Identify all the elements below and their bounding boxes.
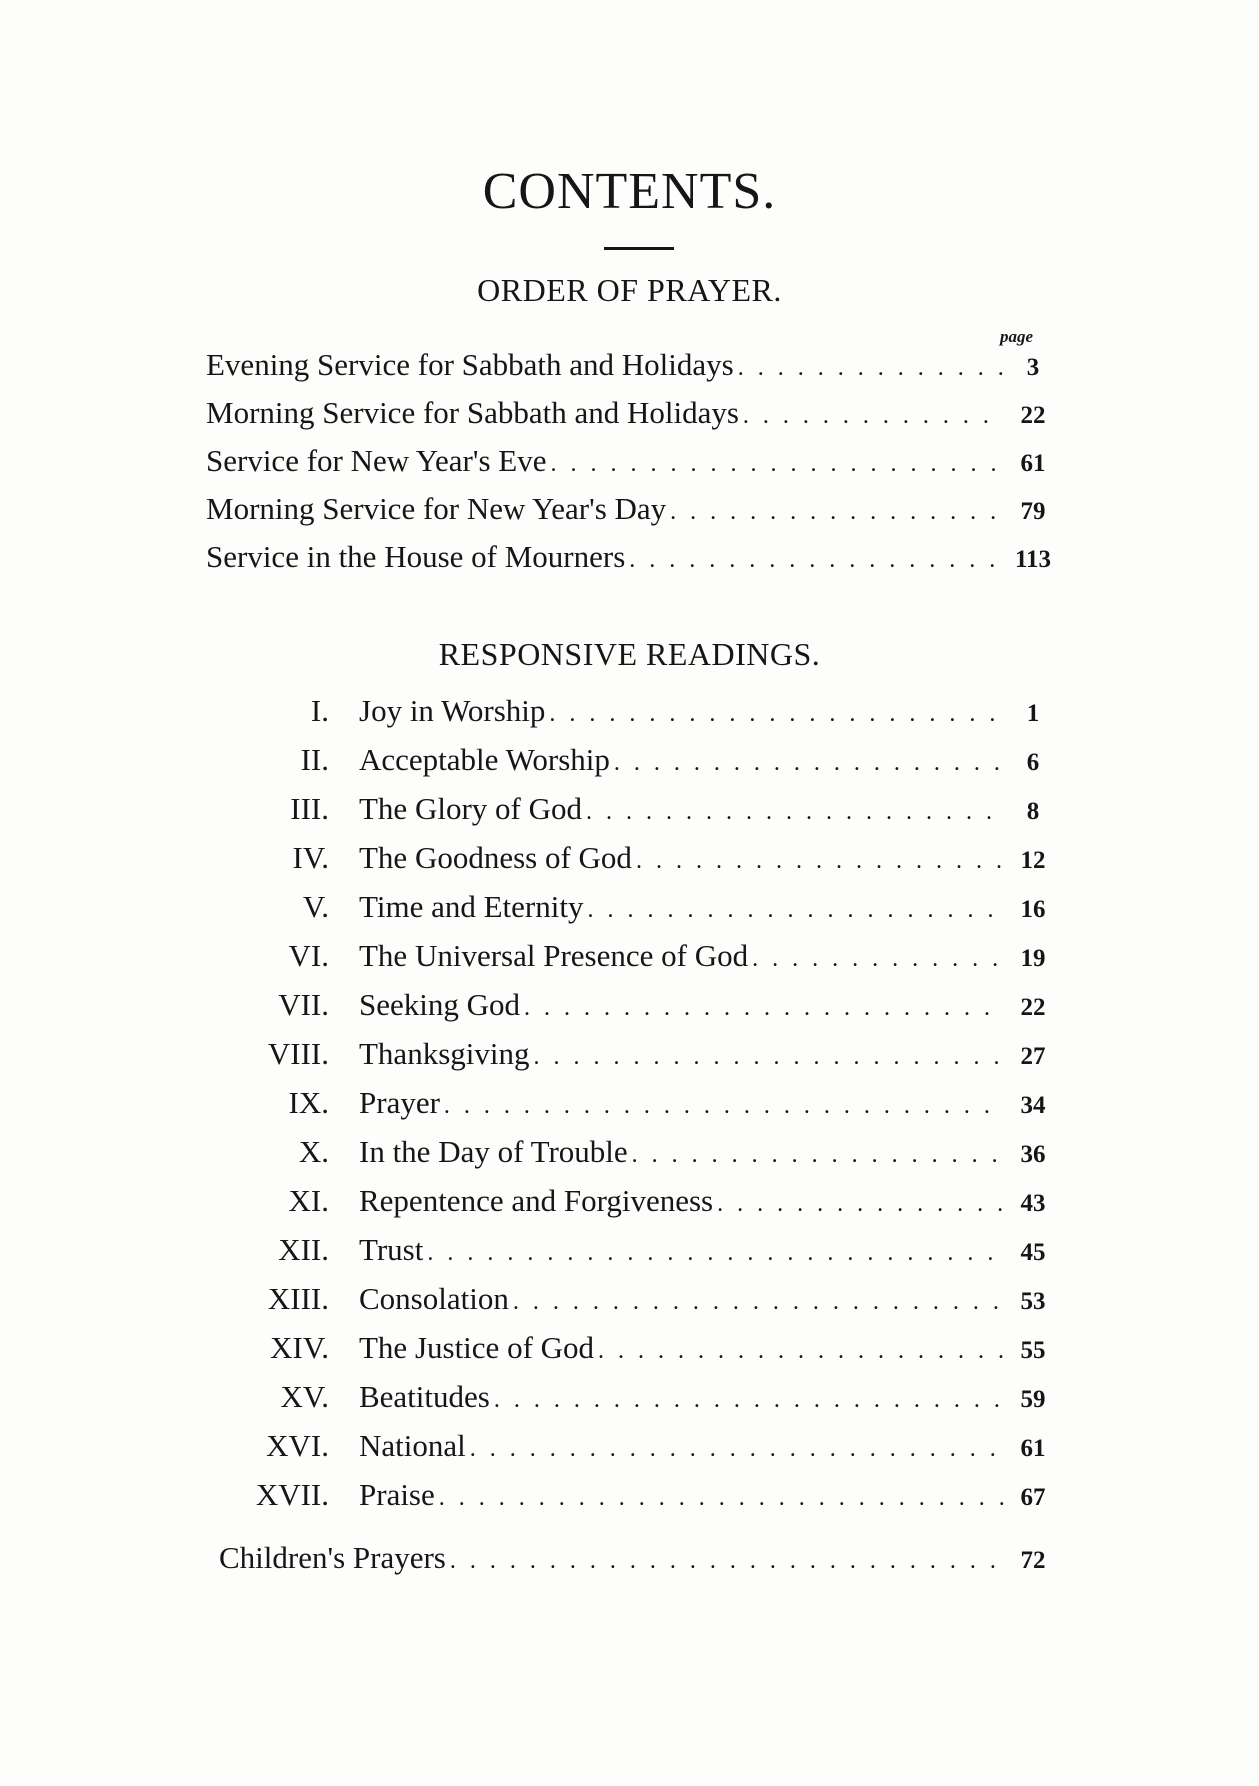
- dot-leader: [494, 1387, 1004, 1414]
- page-title: CONTENTS.: [482, 163, 777, 220]
- reading-number: XIII.: [267, 1281, 329, 1316]
- toc-entry-label: Morning Service for New Year's Day: [206, 491, 667, 526]
- toc-entry[interactable]: [233, 987, 1056, 1027]
- dot-leader: [513, 1289, 1004, 1316]
- toc-entry[interactable]: [233, 1183, 1056, 1223]
- toc-entry-label: In the Day of Trouble: [359, 1134, 628, 1169]
- toc-entry[interactable]: [233, 1036, 1056, 1076]
- toc-entry-page: 1: [1026, 700, 1040, 727]
- reading-number: XVII.: [255, 1477, 329, 1512]
- toc-entry-page: 16: [1020, 896, 1046, 923]
- toc-entry-page: 36: [1020, 1141, 1046, 1168]
- toc-entry-label: Evening Service for Sabbath and Holidays: [206, 347, 734, 382]
- dot-leader: [632, 1142, 1004, 1169]
- toc-entry[interactable]: [233, 938, 1056, 978]
- toc-entry[interactable]: [233, 1134, 1056, 1174]
- toc-entry[interactable]: [233, 693, 1056, 733]
- toc-entry[interactable]: [206, 395, 1056, 435]
- toc-entry-page: 61: [1020, 1435, 1046, 1462]
- toc-entry[interactable]: [233, 791, 1056, 831]
- dot-leader: [587, 897, 1004, 924]
- toc-entry-page: 8: [1026, 798, 1040, 825]
- toc-entry-label: Thanksgiving: [359, 1036, 530, 1071]
- dot-leader: [444, 1093, 1004, 1120]
- dot-leader: [738, 355, 1004, 382]
- reading-number: XI.: [288, 1183, 329, 1218]
- dot-leader: [717, 1191, 1004, 1218]
- toc-entry-label: Repentence and Forgiveness: [359, 1183, 714, 1218]
- toc-entry-page: 79: [1020, 498, 1046, 525]
- toc-entry-page: 72: [1020, 1547, 1046, 1574]
- dot-leader: [586, 799, 1004, 826]
- toc-entry[interactable]: [233, 1085, 1056, 1125]
- dot-leader: [743, 403, 1004, 430]
- responsive-readings-heading: RESPONSIVE READINGS.: [438, 636, 821, 672]
- toc-entry[interactable]: [206, 491, 1056, 531]
- toc-entry[interactable]: [233, 1477, 1056, 1517]
- toc-entry[interactable]: [219, 1540, 1056, 1580]
- reading-number: II.: [300, 742, 329, 777]
- toc-entry-page: 59: [1020, 1386, 1046, 1413]
- dot-leader: [752, 946, 1004, 973]
- toc-entry[interactable]: [233, 1379, 1056, 1419]
- toc-entry-page: 43: [1020, 1190, 1046, 1217]
- dot-leader: [636, 848, 1004, 875]
- toc-entry-page: 61: [1020, 450, 1046, 477]
- toc-entry-label: The Universal Presence of God: [359, 938, 749, 973]
- dot-leader: [450, 1548, 1004, 1575]
- dot-leader: [629, 547, 1004, 574]
- dot-leader: [614, 750, 1004, 777]
- toc-entry-label: Children's Prayers: [219, 1540, 446, 1575]
- toc-entry[interactable]: [233, 1428, 1056, 1468]
- title-divider: [604, 247, 674, 250]
- toc-entry-label: Seeking God: [359, 987, 521, 1022]
- toc-entry[interactable]: [233, 1281, 1056, 1321]
- dot-leader: [549, 701, 1004, 728]
- dot-leader: [550, 451, 1004, 478]
- toc-entry[interactable]: [206, 539, 1056, 579]
- toc-entry[interactable]: [233, 889, 1056, 929]
- toc-entry-page: 22: [1020, 994, 1046, 1021]
- toc-entry-label: Praise: [359, 1477, 435, 1512]
- toc-entry-label: Service in the House of Mourners: [206, 539, 626, 574]
- toc-entry-page: 55: [1020, 1337, 1046, 1364]
- toc-entry-label: Consolation: [359, 1281, 509, 1316]
- reading-number: XVI.: [266, 1428, 329, 1463]
- reading-number: IX.: [288, 1085, 329, 1120]
- toc-entry-label: Service for New Year's Eve: [206, 443, 547, 478]
- toc-entry-label: Acceptable Worship: [359, 742, 610, 777]
- toc-entry-page: 3: [1026, 354, 1040, 381]
- toc-entry-label: National: [359, 1428, 466, 1463]
- reading-number: VII.: [278, 987, 329, 1022]
- toc-entry-page: 27: [1020, 1043, 1046, 1070]
- toc-entry[interactable]: [233, 840, 1056, 880]
- reading-number: X.: [298, 1134, 329, 1169]
- toc-entry-page: 45: [1020, 1239, 1046, 1266]
- dot-leader: [534, 1044, 1005, 1071]
- toc-entry[interactable]: [206, 347, 1056, 387]
- toc-entry[interactable]: [233, 1232, 1056, 1272]
- toc-entry-label: Beatitudes: [359, 1379, 490, 1414]
- dot-leader: [524, 995, 1004, 1022]
- dot-leader: [439, 1485, 1004, 1512]
- dot-leader: [670, 499, 1004, 526]
- reading-number: IV.: [292, 840, 329, 875]
- reading-number: VI.: [288, 938, 329, 973]
- dot-leader: [470, 1436, 1004, 1463]
- page-column-label: page: [1000, 327, 1034, 346]
- toc-entry-page: 22: [1020, 402, 1046, 429]
- toc-entry-label: The Justice of God: [359, 1330, 595, 1365]
- toc-entry-label: The Goodness of God: [359, 840, 632, 875]
- toc-entry-page: 19: [1020, 945, 1046, 972]
- toc-entry[interactable]: [206, 443, 1056, 483]
- reading-number: III.: [290, 791, 329, 826]
- reading-number: I.: [310, 693, 329, 728]
- toc-entry-page: 113: [1014, 546, 1052, 573]
- reading-number: VIII.: [267, 1036, 329, 1071]
- toc-entry-page: 6: [1026, 749, 1040, 776]
- toc-entry-label: The Glory of God: [359, 791, 582, 826]
- toc-entry[interactable]: [233, 742, 1056, 782]
- reading-number: XII.: [278, 1232, 329, 1267]
- dot-leader: [427, 1240, 1004, 1267]
- toc-entry-page: 12: [1020, 847, 1046, 874]
- toc-entry-label: Morning Service for Sabbath and Holidays: [206, 395, 739, 430]
- toc-entry-page: 67: [1020, 1484, 1046, 1511]
- toc-entry-page: 53: [1020, 1288, 1046, 1315]
- reading-number: XIV.: [270, 1330, 329, 1365]
- toc-entry-page: 34: [1020, 1092, 1046, 1119]
- toc-entry-label: Trust: [359, 1232, 424, 1267]
- dot-leader: [598, 1338, 1004, 1365]
- toc-entry-label: Time and Eternity: [359, 889, 584, 924]
- toc-entry-label: Joy in Worship: [359, 693, 546, 728]
- reading-number: XV.: [280, 1379, 329, 1414]
- toc-entry[interactable]: [233, 1330, 1056, 1370]
- order-of-prayer-heading: ORDER OF PRAYER.: [477, 272, 782, 308]
- reading-number: V.: [302, 889, 329, 924]
- toc-entry-label: Prayer: [359, 1085, 440, 1120]
